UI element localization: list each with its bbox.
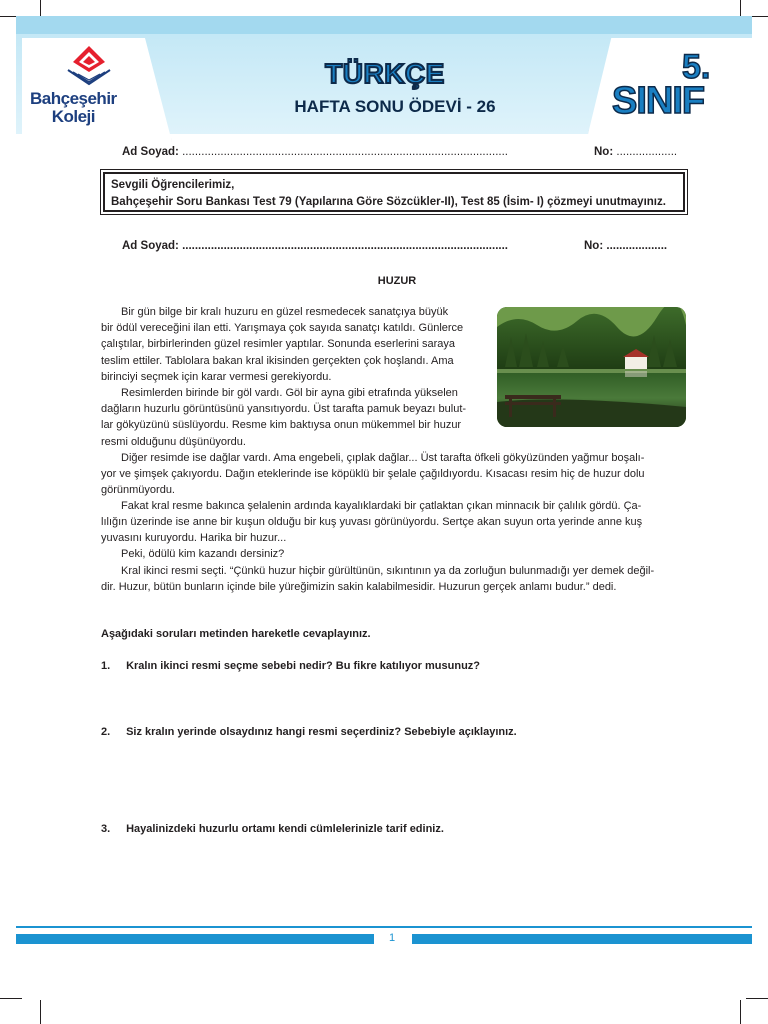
text-line: Diğer resimde ise dağlar vardı. Ama engebeli, çıplak dağlar... Üst tarafta öfkeli gökyüzünden yağmur boşalı- — [121, 452, 645, 464]
name-dots: ...................................................................................................... — [182, 240, 508, 252]
lake-landscape-image — [497, 307, 686, 427]
no-label: No: — [584, 240, 604, 252]
crop-mark — [740, 1000, 741, 1024]
question-number: 3. — [101, 823, 111, 835]
text-line: dir. Huzur, bütün bunların içinde bile yüreğimizin sakin kalabilmesidir. Huzurun gerçek anlamı budur.” dedi. — [101, 581, 617, 594]
no-dots: ................... — [606, 240, 668, 252]
name-label: Ad Soyad: — [122, 240, 179, 252]
notice-text: Bahçeşehir Soru Bankası Test 79 (Yapılarına Göre Sözcükler-II), Test 85 (İsim- I) çözmeyi unutmayınız. — [111, 196, 666, 208]
crop-mark — [40, 1000, 41, 1024]
question-text: Kralın ikinci resmi seçme sebebi nedir? Bu fikre katılıyor musunuz? — [126, 660, 481, 672]
no-label: No: — [594, 146, 614, 158]
school-logo-icon — [64, 44, 114, 88]
text-line: lar gökyüzünü süslüyordu. Resme kim baktıysa onun mükemmel bir huzur — [101, 419, 462, 432]
name-field-2[interactable] — [122, 240, 508, 252]
story-paragraph-5 — [101, 546, 687, 562]
page-title: TÜRKÇE — [325, 58, 445, 89]
footer-line — [16, 926, 752, 928]
logo-text-line1: Bahçeşehir — [30, 89, 117, 108]
question-text: Siz kralın yerinde olsaydınız hangi resmi seçerdiniz? Sebebiyle açıklayınız. — [126, 726, 517, 738]
story-paragraph-1 — [101, 304, 487, 385]
story-title: HUZUR — [377, 275, 417, 287]
text-line: Kral ikinci resmi seçti. “Çünkü huzur hiçbir gürültünün, sıkıntının ya da zorluğun bulunmadığı yer demek değil- — [121, 565, 655, 577]
text-line: Peki, ödülü kim kazandı dersiniz? — [121, 548, 285, 560]
text-line: Fakat kral resme bakınca şelalenin ardında kayalıklardaki bir çatlaktan çıkan minnacık bir çalılık gördü. Ça- — [121, 500, 642, 512]
notice-greeting: Sevgili Öğrencilerimiz, — [111, 179, 235, 191]
name-label: Ad Soyad: — [122, 146, 179, 158]
story-paragraph-2 — [101, 385, 487, 450]
text-line: yor ve şimşek çakıyordu. Dağın eteklerinde ise köpüklü bir şelale çağıldıyordu. Kısacası resim hiç de huzur dolu — [101, 468, 645, 481]
footer-bar-left — [16, 934, 374, 944]
text-line: resmi olduğunu düşünüyordu. — [101, 435, 246, 448]
question-2 — [101, 726, 517, 738]
story-paragraph-6 — [101, 563, 687, 595]
text-line: teslim ettiler. Tablolara bakan kral ikisinden gerçekten çok hoşlandı. Ama — [101, 354, 454, 367]
school-logo-text — [30, 90, 117, 126]
question-3 — [101, 823, 444, 835]
name-dots: ...................................................................................................... — [182, 146, 508, 158]
question-1 — [101, 660, 480, 672]
questions-instruction: Aşağıdaki soruları metinden hareketle cevaplayınız. — [101, 628, 371, 640]
notice-box — [103, 172, 685, 212]
text-line: bir ödül vereceğini ilan etti. Yarışmaya çok sayıda sanatçı katıldı. Günlerce — [101, 322, 464, 335]
page-number: 1 — [388, 932, 396, 944]
text-line: dağların huzurlu görüntüsünü yansıtıyordu. Üst tarafta pamuk beyazı bulut- — [101, 403, 467, 416]
logo-text-line2: Koleji — [51, 107, 95, 126]
question-number: 2. — [101, 726, 111, 738]
grade-label: SINIF — [612, 80, 705, 122]
landscape-illustration — [497, 307, 686, 427]
grade-number: 5. — [682, 48, 711, 86]
no-field-2[interactable] — [584, 240, 667, 252]
text-line: görünmüyordu. — [101, 484, 175, 497]
no-dots: ................... — [616, 146, 678, 158]
name-field-1[interactable] — [122, 146, 508, 158]
crop-mark — [0, 998, 22, 999]
crop-mark — [746, 998, 768, 999]
story-paragraph-3 — [101, 450, 687, 499]
question-number: 1. — [101, 660, 111, 672]
text-line: yuvasını kuruyordu. Harika bir huzur... — [101, 532, 287, 545]
footer-bar-right — [412, 934, 752, 944]
story-paragraph-4 — [101, 498, 687, 547]
header-band-top — [16, 16, 752, 34]
text-line: Resimlerden birinde bir göl vardı. Göl bir ayna gibi etrafında yükselen — [121, 387, 458, 399]
text-line: çalıştılar, birbirlerinden güzel resimler yaptılar. Sonunda eserlerini saraya — [101, 338, 456, 351]
question-text: Hayalinizdeki huzurlu ortamı kendi cümlelerinizle tarif ediniz. — [126, 823, 444, 835]
text-line: Bir gün bilge bir kralı huzuru en güzel resmedecek sanatçıya büyük — [121, 306, 449, 318]
page-subtitle: HAFTA SONU ÖDEVİ - 26 — [294, 97, 496, 116]
text-line: lılığın üzerinde ise anne bir kuşun olduğu bir kuş yuvası görünüyordu. Sertçe akan suyun orta yerinde anne kuş — [101, 516, 643, 529]
text-line: birinciyi seçmek için karar vermesi gerekiyordu. — [101, 370, 332, 383]
no-field-1[interactable] — [594, 146, 677, 158]
